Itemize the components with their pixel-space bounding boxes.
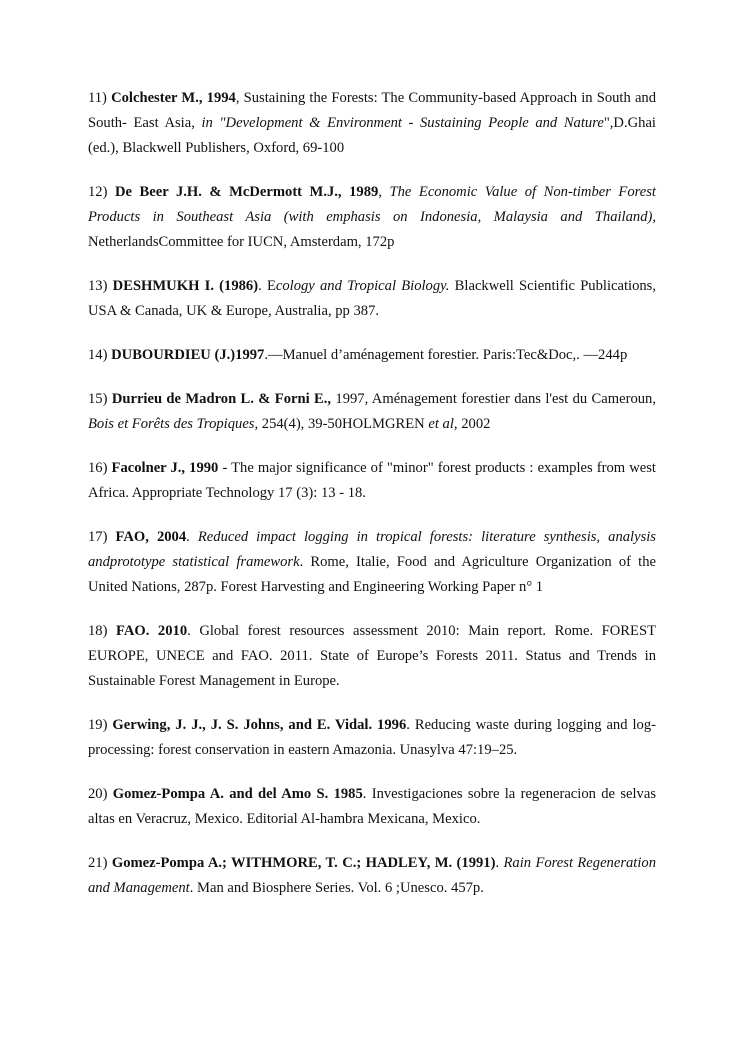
reference-item	[88, 851, 656, 901]
reference-text: 11)	[88, 90, 112, 106]
reference-text: , 2002	[453, 416, 491, 432]
reference-text: - The major significance of "minor" forest products : examples from west Africa. Appropriate Technology 17 (3): 13 - 18.	[88, 460, 656, 501]
reference-text: . Rome, Italie, Food and Agriculture Organization of the United Nations, 287p. Forest Harvesting and Engineering Working Paper n° 1	[88, 554, 656, 595]
reference-text: 254(4), 39-50HOLMGREN	[258, 416, 429, 432]
reference-item	[88, 180, 656, 255]
reference-text: . Man and Biosphere Series. Vol. 6 ;Unesco. 457p.	[189, 880, 484, 896]
reference-title: The Economic Value of Non-timber Forest Products in Southeast Asia (with emphasis on Indonesia, Malaysia and Thailand),	[88, 184, 656, 225]
reference-text: , Sustaining the Forests: The Community-based Approach in South and South- East Asia,	[88, 90, 657, 131]
reference-title: et al	[428, 416, 454, 432]
reference-title: Bois et Forêts des Tropiques,	[88, 416, 259, 432]
reference-author: Gerwing, J. J., J. S. Johns, and E. Vidal. 1996	[112, 717, 407, 733]
reference-author: DUBOURDIEU (J.)1997	[111, 347, 265, 363]
reference-author: Colchester M., 1994	[111, 90, 236, 106]
reference-title: Rain Forest Regeneration and Management	[88, 855, 657, 896]
reference-text: NetherlandsCommittee for IUCN, Amsterdam, 172p	[88, 234, 395, 250]
reference-text: 21)	[88, 855, 112, 871]
reference-text: . Investigaciones sobre la regeneracion de selvas altas en Veracruz, Mexico. Editorial Al-hambra Mexicana, Mexico.	[88, 786, 656, 827]
reference-item	[88, 525, 656, 600]
reference-title: in "Development & Environment - Sustaining People and Nature	[201, 115, 604, 131]
reference-text: .—Manuel d’aménagement forestier. Paris:Tec&Doc,. —244p	[264, 347, 628, 363]
reference-author: DESHMUKH I. (1986)	[112, 278, 259, 294]
reference-item	[88, 387, 656, 437]
reference-item	[88, 86, 656, 161]
reference-author: FAO, 2004	[115, 529, 187, 545]
reference-text: 15)	[88, 391, 112, 407]
reference-text: 12)	[88, 184, 115, 200]
reference-text: 19)	[88, 717, 113, 733]
reference-author: FAO. 2010	[116, 623, 188, 639]
reference-title: Reduced impact logging in tropical forests: literature synthesis, analysis andprototype statistical framework	[88, 529, 656, 570]
reference-text: 18)	[88, 623, 117, 639]
reference-author: Gomez-Pompa A. and del Amo S. 1985	[112, 786, 363, 802]
reference-text: 1997, Aménagement forestier dans l'est du Cameroun,	[331, 391, 656, 407]
reference-text: 20)	[88, 786, 113, 802]
reference-text: 14)	[88, 347, 112, 363]
reference-item	[88, 456, 656, 506]
reference-text: . E	[258, 278, 276, 294]
reference-title: cology and Tropical Biology.	[275, 278, 450, 294]
reference-author: Durrieu de Madron L. & Forni E.,	[111, 391, 332, 407]
reference-text: .	[495, 855, 504, 871]
reference-item	[88, 343, 656, 368]
reference-item	[88, 713, 656, 763]
reference-item	[88, 619, 656, 694]
reference-text: 16)	[88, 460, 112, 476]
reference-text: . Global forest resources assessment 2010: Main report. Rome. FOREST EUROPE, UNECE and FAO. 2011. State of Europe’s Forests 2011. Status and Trends in Sustainable Forest Management in Europe.	[88, 623, 656, 689]
reference-author: Facolner J., 1990	[111, 460, 219, 476]
reference-text: 13)	[88, 278, 113, 294]
reference-text: Blackwell Scientific Publications, USA & Canada, UK & Europe, Australia, pp 387.	[88, 278, 656, 319]
reference-list	[88, 86, 656, 920]
reference-author: De Beer J.H. & McDermott M.J., 1989	[114, 184, 379, 200]
reference-text: . Reducing waste during logging and log-processing: forest conservation in eastern Amazonia. Unasylva 47:19–25.	[88, 717, 656, 758]
reference-text: ,	[378, 184, 390, 200]
reference-author: Gomez-Pompa A.; WITHMORE, T. C.; HADLEY, M. (1991)	[111, 855, 496, 871]
reference-item	[88, 274, 656, 324]
reference-item	[88, 782, 656, 832]
reference-text: .	[186, 529, 198, 545]
reference-text: 17)	[88, 529, 116, 545]
reference-text: ",D.Ghai (ed.), Blackwell Publishers, Oxford, 69-100	[88, 115, 656, 156]
